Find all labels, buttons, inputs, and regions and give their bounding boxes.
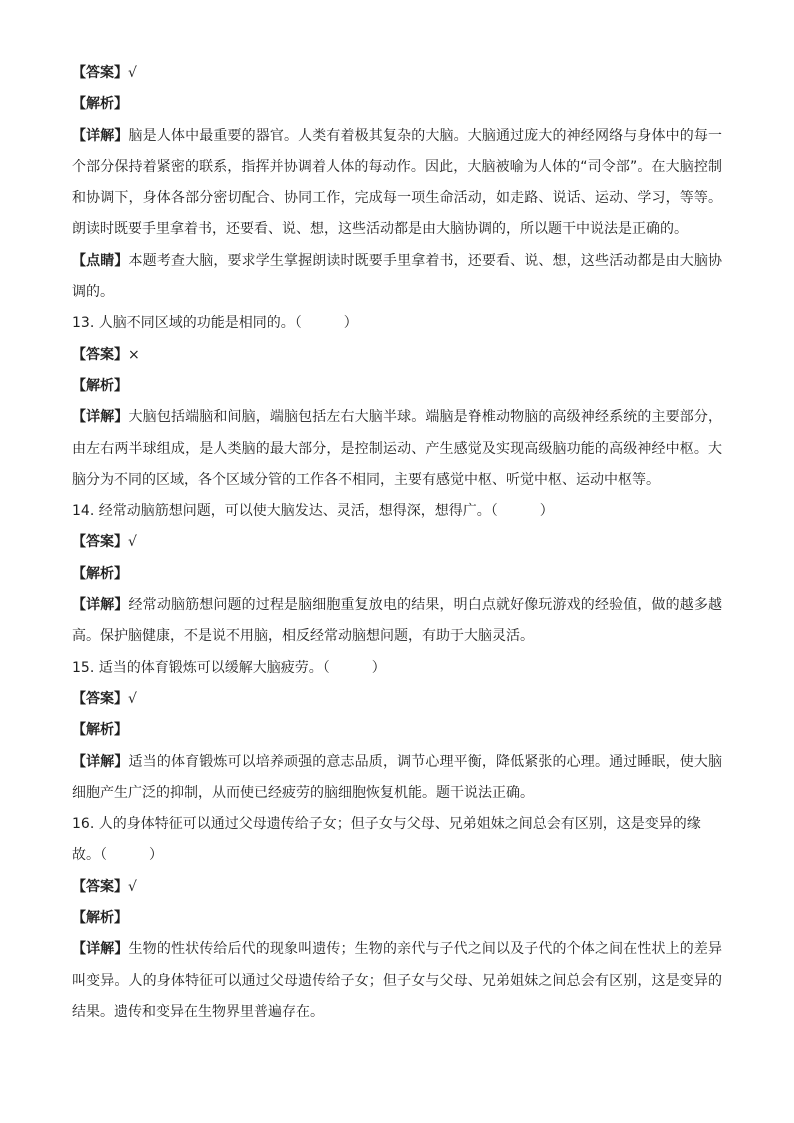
answer-value: √ <box>128 65 137 81</box>
analysis-line <box>72 89 722 120</box>
question-text: 16. 人的身体特征可以通过父母遗传给子女；但子女与父母、兄弟姐妹之间总会有区别，这是变异的缘故。（ ） <box>72 816 701 864</box>
detail-tag: 【详解】 <box>72 127 129 144</box>
detail-text: 大脑包括端脑和间脑，端脑包括左右大脑半球。端脑是脊椎动物脑的高级神经系统的主要部分，由左右两半球组成，是人类脑的最大部分，是控制运动、产生感觉及实现高级脑功能的高级神经中枢。大脑分为不同的区域，各个区域分管的工作各不相同，主要有感觉中枢、听觉中枢、运动中枢等。 <box>72 409 723 488</box>
answer-tag: 【答案】 <box>72 65 128 81</box>
detail-text: 脑是人体中最重要的器官。人类有着极其复杂的大脑。大脑通过庞大的神经网络与身体中的每一个部分保持着紧密的联系，指挥并协调着人体的每动作。因此，大脑被喻为人体的“司令部”。在大脑控制和协调下，身体各部分密切配合、协同工作，完成每一项生命活动，如走路、说话、运动、学习，等等。朗读时既要手里拿着书，还要看、说、想，这些活动都是由大脑协调的，所以题干中说法是正确的。 <box>72 127 723 238</box>
analysis-tag: 【解析】 <box>72 377 128 394</box>
detail-tag: 【详解】 <box>72 941 129 958</box>
analysis-tag: 【解析】 <box>72 565 128 582</box>
comment-text: 本题考查大脑，要求学生掌握朗读时既要手里拿着书，还要看、说、想，这些活动都是由大脑协调的。 <box>72 252 723 301</box>
question-text: 13. 人脑不同区域的功能是相同的。（ ） <box>72 315 358 332</box>
detail-paragraph <box>72 121 722 246</box>
answer-line <box>72 684 722 715</box>
comment-tag: 【点睛】 <box>72 252 129 269</box>
answer-tag: 【答案】 <box>72 346 128 363</box>
answer-value: √ <box>128 878 137 895</box>
detail-paragraph <box>72 747 722 810</box>
question-text: 15. 适当的体育锻炼可以缓解大脑疲劳。（ ） <box>72 659 386 676</box>
detail-text: 适当的体育锻炼可以培养顽强的意志品质，调节心理平衡，降低紧张的心理。通过睡眠，使大脑细胞产生广泛的抑制，从而使已经疲劳的脑细胞恢复机能。题干说法正确。 <box>72 753 723 801</box>
answer-line <box>72 872 722 903</box>
question-15-block <box>72 653 722 809</box>
document-page <box>72 58 722 1028</box>
answer-line <box>72 58 722 89</box>
detail-tag: 【详解】 <box>72 753 129 770</box>
detail-paragraph <box>72 402 722 496</box>
analysis-line <box>72 371 722 402</box>
detail-text: 生物的性状传给后代的现象叫遗传；生物的亲代与子代之间以及子代的个体之间在性状上的差异叫变异。人的身体特征可以通过父母遗传给子女；但子女与父母、兄弟姐妹之间总会有区别，这是变异的结果。遗传和变异在生物界里普遍存在。 <box>72 941 723 1020</box>
analysis-line <box>72 715 722 746</box>
answer-tag: 【答案】 <box>72 690 128 707</box>
answer-tag: 【答案】 <box>72 534 128 551</box>
answer-line <box>72 340 722 371</box>
answer-tag: 【答案】 <box>72 878 128 895</box>
answer-value: √ <box>128 534 137 551</box>
detail-tag: 【详解】 <box>72 597 129 614</box>
analysis-line <box>72 559 722 590</box>
detail-text: 经常动脑筋想问题的过程是脑细胞重复放电的结果，明白点就好像玩游戏的经验值，做的越多越高。保护脑健康，不是说不用脑，相反经常动脑想问题，有助于大脑灵活。 <box>72 597 723 645</box>
detail-tag: 【详解】 <box>72 409 129 426</box>
analysis-tag: 【解析】 <box>72 96 128 113</box>
question-13-block <box>72 308 722 496</box>
answer-value: √ <box>128 690 137 707</box>
question-text: 14. 经常动脑筋想问题，可以使大脑发达、灵活，想得深，想得广。（ ） <box>72 503 554 520</box>
analysis-line <box>72 903 722 934</box>
detail-paragraph <box>72 590 722 653</box>
answer-line <box>72 527 722 558</box>
detail-paragraph <box>72 934 722 1028</box>
question-14-block <box>72 496 722 652</box>
answer-value: × <box>128 346 140 363</box>
question-16-block <box>72 809 722 1028</box>
analysis-tag: 【解析】 <box>72 722 128 739</box>
analysis-tag: 【解析】 <box>72 910 128 927</box>
comment-paragraph <box>72 246 722 309</box>
question-12-block <box>72 58 722 308</box>
